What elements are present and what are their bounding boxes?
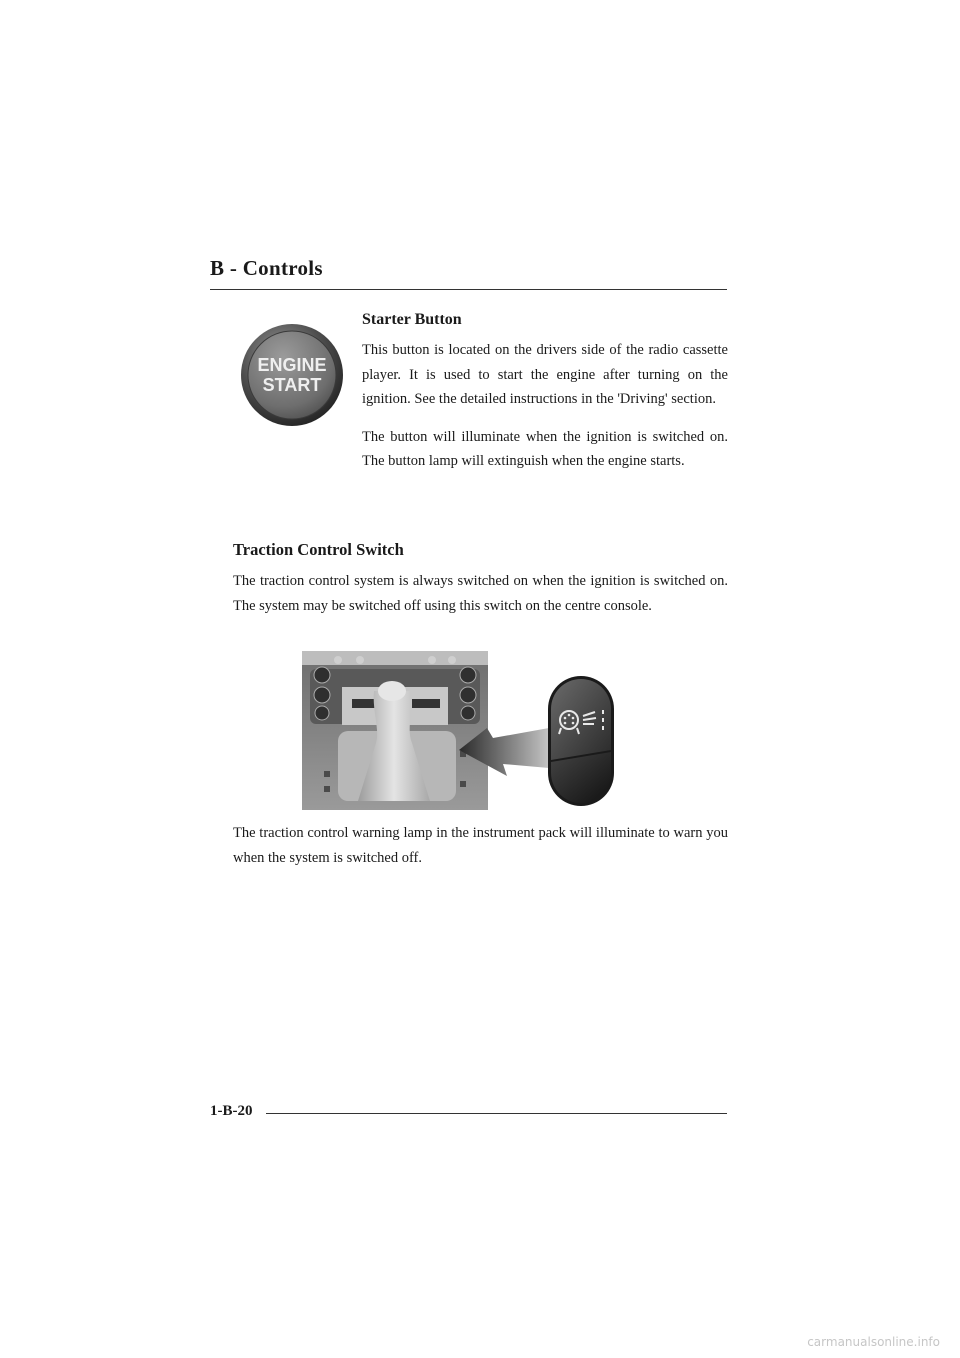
- arrow-icon: [459, 728, 549, 776]
- footer-rule: [266, 1113, 727, 1114]
- start-label: START: [262, 375, 322, 395]
- starter-button-paragraph-1: This button is located on the drivers side of the radio cassette player. It is used to start the engine after turning on the ignition. See the detailed instructions in the 'Driving' section.: [362, 342, 728, 407]
- traction-control-paragraph-2: The traction control warning lamp in the instrument pack will illuminate to warn you when the system is switched off.: [233, 825, 728, 866]
- watermark: carmanualsonline.info: [807, 1335, 940, 1349]
- starter-button-paragraph-2: The button will illuminate when the ignition is switched on. The button lamp will extinguish when the engine starts.: [362, 428, 728, 469]
- starter-button-section: [362, 311, 728, 487]
- traction-control-paragraph-1: The traction control system is always switched on when the ignition is switched on. The system may be switched off using this switch on the centre console.: [233, 573, 728, 614]
- traction-control-heading: Traction Control Switch: [233, 540, 404, 559]
- header-rule: [210, 289, 727, 290]
- engine-label: ENGINE: [257, 355, 327, 375]
- section-title: B - Controls: [210, 256, 323, 280]
- starter-button-heading: Starter Button: [362, 311, 462, 328]
- page-number: 1-B-20: [210, 1103, 253, 1119]
- traction-control-switch-image: [459, 672, 619, 808]
- engine-start-button-image: [240, 323, 344, 427]
- traction-control-warning-section: [233, 821, 728, 883]
- traction-control-section: [233, 540, 728, 631]
